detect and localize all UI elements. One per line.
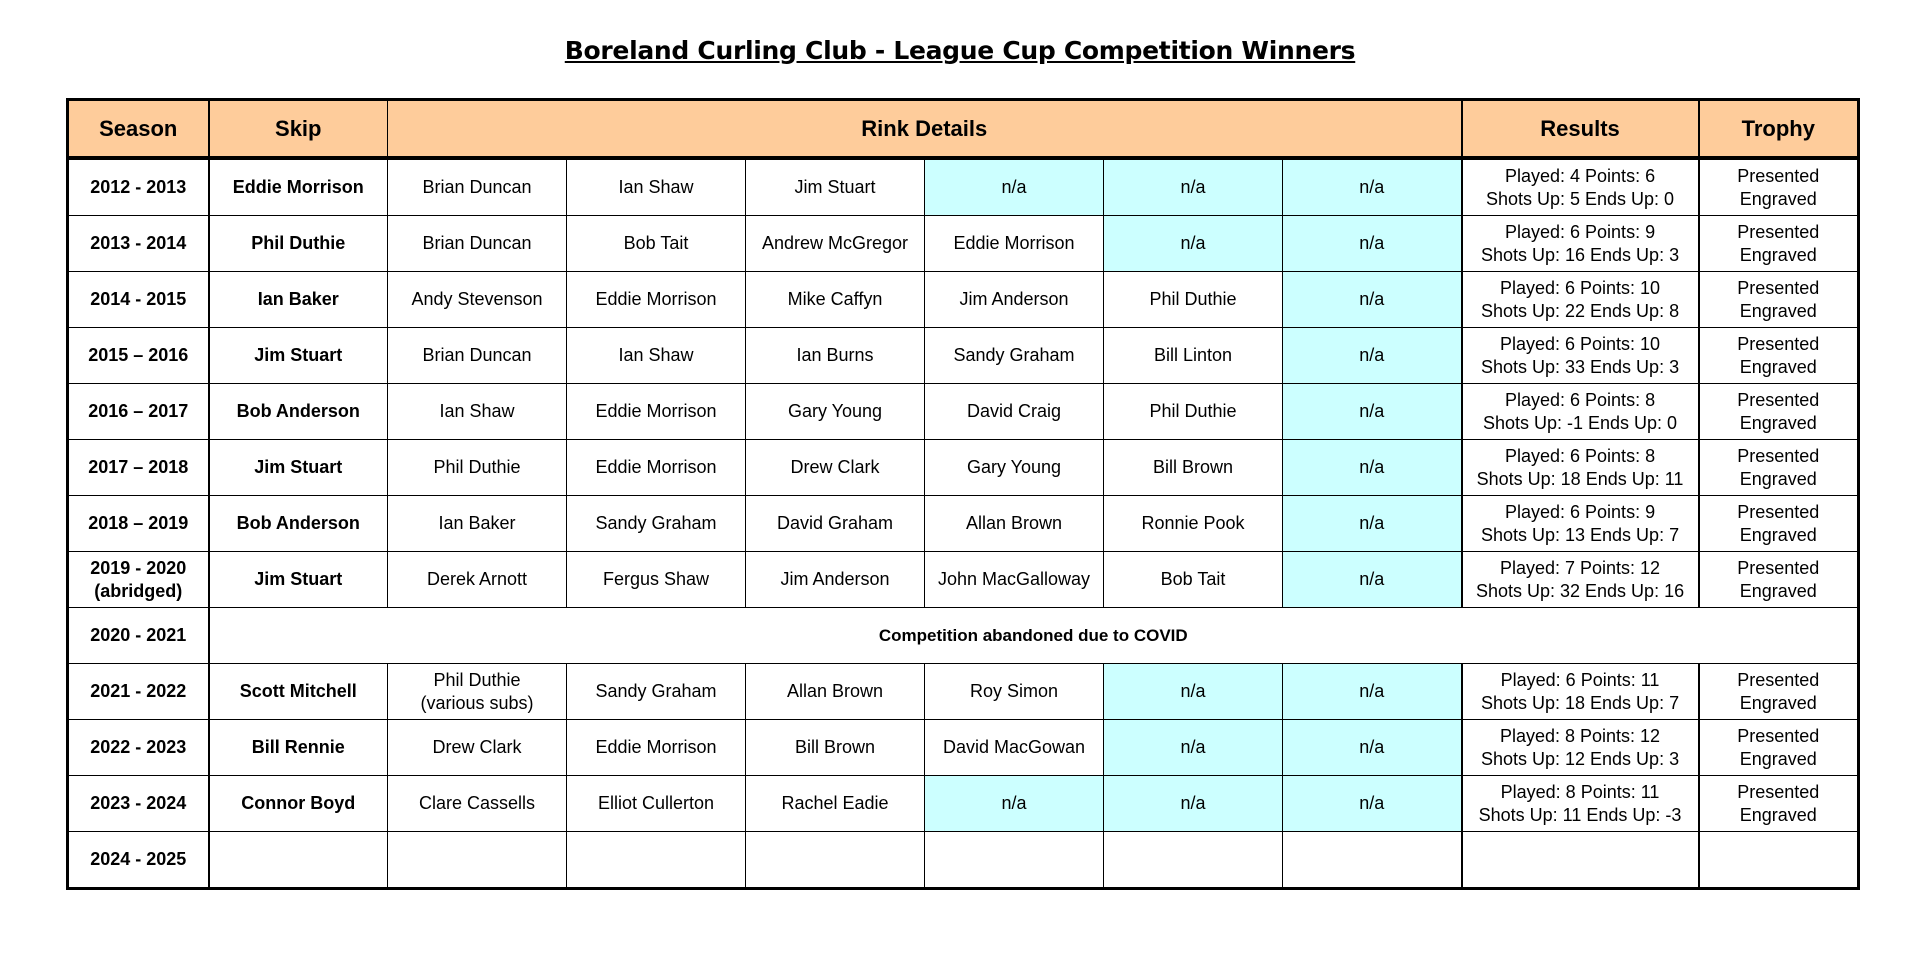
rink-member: Jim Anderson [959,289,1069,309]
skip-cell: Ian Baker [209,272,388,328]
results-played-points: Played: 7 Points: 12 [1499,557,1661,578]
results-shots-ends: Shots Up: 12 Ends Up: 3 [1480,748,1680,769]
season-label: 2022 - 2023 [90,737,187,757]
season-cell [68,328,209,384]
rink-member: Bill Linton [1153,345,1233,365]
rink-member-cell [925,720,1104,776]
rink-member: Clare Cassells [418,793,536,813]
season-cell [68,776,209,832]
rink-member-cell [925,552,1104,608]
rink-member-cell [388,328,567,384]
rink-member: Bob Tait [623,233,689,253]
rink-member-cell [388,440,567,496]
results-shots-ends: Shots Up: 11 Ends Up: -3 [1478,804,1682,825]
rink-member: Brian Duncan [422,177,532,197]
rink-member-cell [746,776,925,832]
season-label: 2024 - 2025 [90,849,187,869]
rink-member-cell [925,776,1104,832]
results-played-points: Played: 6 Points: 9 [1504,501,1656,522]
rink-member-cell [1104,776,1283,832]
rink-member: n/a [1359,569,1385,589]
results-cell [1462,384,1699,440]
results-played-points: Played: 6 Points: 10 [1499,333,1661,354]
season-cell [68,216,209,272]
rink-member-cell [746,384,925,440]
rink-member: Sandy Graham [595,681,717,701]
rink-member-cell [388,158,567,216]
rink-member-cell [1104,384,1283,440]
season-cell [68,272,209,328]
rink-member: Phil Duthie [1149,289,1237,309]
rink-member-cell [1104,720,1283,776]
rink-member-cell [746,158,925,216]
trophy-cell [1699,272,1859,328]
table-row [68,440,1859,496]
winners-table [66,98,1860,890]
season-cell [68,440,209,496]
skip-cell: Scott Mitchell [209,664,388,720]
rink-member: Brian Duncan [422,345,532,365]
season-cell [68,720,209,776]
rink-member-cell [1283,552,1462,608]
rink-member: Roy Simon [969,681,1059,701]
results-cell [1462,216,1699,272]
abandoned-note: Competition abandoned due to COVID [209,608,1859,664]
rink-member: Gary Young [966,457,1062,477]
results-cell [1462,664,1699,720]
rink-member: Ronnie Pook [1141,513,1245,533]
results-cell [1462,552,1699,608]
skip-cell: Jim Stuart [209,440,388,496]
results-played-points: Played: 6 Points: 8 [1504,445,1656,466]
rink-member: John MacGalloway [937,569,1091,589]
season-label: 2017 – 2018 [88,457,189,477]
rink-member: n/a [1180,681,1206,701]
table-row [68,832,1859,889]
rink-member-cell [746,664,925,720]
rink-member-cell [746,496,925,552]
rink-member-cell [388,776,567,832]
trophy-cell [1699,552,1859,608]
rink-member-cell [1283,496,1462,552]
rink-member-cell [567,720,746,776]
rink-member-cell [925,272,1104,328]
rink-member-cell [1283,216,1462,272]
rink-member-cell [1283,832,1462,889]
header-season: Season [68,100,209,159]
rink-member-cell [1104,216,1283,272]
rink-member-cell [925,832,1104,889]
header-results: Results [1462,100,1699,159]
rink-member-cell [567,496,746,552]
rink-member: Allan Brown [786,681,884,701]
rink-member-cell [1283,272,1462,328]
skip-cell: Phil Duthie [209,216,388,272]
rink-member: n/a [1359,737,1385,757]
rink-member-cell [1283,384,1462,440]
rink-member: n/a [1180,737,1206,757]
rink-member-cell [388,552,567,608]
rink-member: Ian Shaw [439,401,515,421]
rink-member: Drew Clark [790,457,880,477]
rink-member: Eddie Morrison [595,737,717,757]
season-label: 2019 - 2020 [90,557,187,578]
results-played-points: Played: 4 Points: 6 [1504,165,1656,186]
rink-member-cell [925,158,1104,216]
rink-member-cell [746,720,925,776]
table-row [68,328,1859,384]
rink-member: n/a [1359,345,1385,365]
table-row [68,776,1859,832]
rink-member: n/a [1359,793,1385,813]
rink-member: Elliot Cullerton [597,793,715,813]
trophy-engraved: Engraved [1739,188,1817,209]
rink-member: Ian Shaw [618,345,694,365]
page-title: Boreland Curling Club - League Cup Competition Winners [564,36,1356,65]
trophy-presented: Presented [1737,277,1820,298]
results-shots-ends: Shots Up: 16 Ends Up: 3 [1480,244,1680,265]
table-row [68,496,1859,552]
header-skip: Skip [209,100,388,159]
trophy-engraved: Engraved [1739,300,1817,321]
season-cell [68,496,209,552]
rink-member: Eddie Morrison [595,401,717,421]
rink-member-cell [388,384,567,440]
rink-member-cell [925,496,1104,552]
rink-member: n/a [1359,457,1385,477]
rink-member-cell [1283,776,1462,832]
rink-member-cell [388,496,567,552]
rink-member-cell [746,552,925,608]
rink-member-cell [1283,328,1462,384]
season-cell [68,664,209,720]
skip-cell: Bob Anderson [209,384,388,440]
skip-cell: Jim Stuart [209,552,388,608]
results-played-points: Played: 8 Points: 12 [1499,725,1661,746]
results-shots-ends: Shots Up: 33 Ends Up: 3 [1480,356,1680,377]
rink-member: Rachel Eadie [781,793,889,813]
rink-member-cell [1283,158,1462,216]
season-label: 2021 - 2022 [90,681,187,701]
rink-member-cell [1104,158,1283,216]
results-cell [1462,158,1699,216]
rink-member: Drew Clark [432,737,522,757]
rink-member-cell [925,216,1104,272]
trophy-presented: Presented [1737,501,1820,522]
results-shots-ends: Shots Up: 5 Ends Up: 0 [1485,188,1675,209]
trophy-cell [1699,664,1859,720]
rink-member: Ian Shaw [618,177,694,197]
trophy-engraved: Engraved [1739,468,1817,489]
rink-member: n/a [1180,177,1206,197]
rink-member: Fergus Shaw [602,569,710,589]
rink-member: n/a [1180,793,1206,813]
results-cell [1462,776,1699,832]
rink-member: Jim Anderson [780,569,890,589]
rink-member-cell [388,664,567,720]
rink-member-cell [1104,496,1283,552]
rink-member-cell [388,216,567,272]
trophy-engraved: Engraved [1739,356,1817,377]
rink-member: Eddie Morrison [595,289,717,309]
rink-member-cell [925,664,1104,720]
rink-member: Jim Stuart [794,177,876,197]
rink-member-cell [746,272,925,328]
season-label: 2013 - 2014 [90,233,187,253]
header-row [68,100,1859,159]
skip-cell: Eddie Morrison [209,158,388,216]
rink-member-cell [567,440,746,496]
trophy-engraved: Engraved [1739,412,1817,433]
rink-member: Gary Young [787,401,883,421]
trophy-engraved: Engraved [1739,244,1817,265]
rink-member: Bob Tait [1160,569,1226,589]
season-cell [68,832,209,889]
header-trophy: Trophy [1699,100,1859,159]
rink-member: Andrew McGregor [761,233,909,253]
season-label: 2023 - 2024 [90,793,187,813]
trophy-engraved: Engraved [1739,692,1817,713]
trophy-cell [1699,216,1859,272]
results-shots-ends: Shots Up: 22 Ends Up: 8 [1480,300,1680,321]
rink-member: Phil Duthie [433,457,521,477]
rink-member-cell [925,328,1104,384]
table-row [68,608,1859,664]
rink-member-cell [388,832,567,889]
season-cell [68,608,209,664]
season-note: (abridged) [94,580,183,601]
rink-member: Sandy Graham [953,345,1075,365]
season-label: 2015 – 2016 [88,345,189,365]
results-cell [1462,440,1699,496]
results-shots-ends: Shots Up: -1 Ends Up: 0 [1482,412,1678,433]
results-shots-ends: Shots Up: 13 Ends Up: 7 [1480,524,1680,545]
rink-member-cell [1283,440,1462,496]
results-played-points: Played: 6 Points: 11 [1500,669,1660,690]
rink-member: n/a [1180,233,1206,253]
trophy-cell [1699,496,1859,552]
season-label: 2018 – 2019 [88,513,189,533]
rink-member: David Graham [776,513,894,533]
rink-member: Andy Stevenson [411,289,543,309]
results-cell [1462,720,1699,776]
results-shots-ends: Shots Up: 18 Ends Up: 11 [1476,468,1684,489]
trophy-cell [1699,328,1859,384]
trophy-presented: Presented [1737,389,1820,410]
trophy-cell [1699,832,1859,889]
rink-member-cell [925,440,1104,496]
table-row [68,664,1859,720]
skip-cell: Bob Anderson [209,496,388,552]
table-row [68,552,1859,608]
trophy-cell [1699,384,1859,440]
trophy-presented: Presented [1737,781,1820,802]
rink-member-cell [567,664,746,720]
rink-member: Brian Duncan [422,233,532,253]
results-played-points: Played: 6 Points: 9 [1504,221,1656,242]
trophy-engraved: Engraved [1739,804,1817,825]
rink-member: Bill Brown [1152,457,1234,477]
rink-member-cell [567,832,746,889]
trophy-engraved: Engraved [1739,748,1817,769]
trophy-presented: Presented [1737,725,1820,746]
table-row [68,720,1859,776]
rink-member-cell [567,328,746,384]
rink-member-cell [1104,440,1283,496]
trophy-presented: Presented [1737,669,1820,690]
rink-member-cell [567,216,746,272]
table-row [68,384,1859,440]
skip-cell: Connor Boyd [209,776,388,832]
rink-member: Phil Duthie [1149,401,1237,421]
rink-member: David MacGowan [942,737,1086,757]
rink-member: Derek Arnott [426,569,528,589]
header-rink-details: Rink Details [388,100,1462,159]
season-cell [68,552,209,608]
rink-member: n/a [1001,177,1027,197]
rink-member: n/a [1359,233,1385,253]
skip-cell [209,832,388,889]
rink-member: n/a [1359,289,1385,309]
rink-member-cell [1104,272,1283,328]
trophy-engraved: Engraved [1739,580,1817,601]
season-label: 2012 - 2013 [90,177,187,197]
season-label: 2014 - 2015 [90,289,187,309]
rink-member-cell [746,216,925,272]
rink-member-cell [567,776,746,832]
table-row [68,272,1859,328]
rink-member: Ian Burns [796,345,874,365]
trophy-presented: Presented [1737,445,1820,466]
rink-member-cell [925,384,1104,440]
rink-member-cell [1104,552,1283,608]
skip-cell: Bill Rennie [209,720,388,776]
season-cell [68,158,209,216]
trophy-cell [1699,720,1859,776]
trophy-cell [1699,776,1859,832]
rink-member-cell [567,272,746,328]
rink-member-cell [746,832,925,889]
results-played-points: Played: 6 Points: 8 [1504,389,1656,410]
results-played-points: Played: 6 Points: 10 [1499,277,1661,298]
trophy-engraved: Engraved [1739,524,1817,545]
rink-member-cell [567,552,746,608]
rink-member: Bill Brown [794,737,876,757]
table-row [68,216,1859,272]
season-label: 2016 – 2017 [88,401,189,421]
results-shots-ends: Shots Up: 18 Ends Up: 7 [1480,692,1680,713]
results-shots-ends: Shots Up: 32 Ends Up: 16 [1475,580,1685,601]
trophy-presented: Presented [1737,221,1820,242]
rink-member: Ian Baker [438,513,516,533]
rink-member: n/a [1359,401,1385,421]
rink-member: Sandy Graham [595,513,717,533]
rink-member-cell [1283,664,1462,720]
season-label: 2020 - 2021 [90,625,187,645]
rink-member: n/a [1359,513,1385,533]
rink-member-cell [746,328,925,384]
results-cell [1462,832,1699,889]
rink-member: Phil Duthie [433,669,521,690]
rink-member: David Craig [966,401,1062,421]
results-cell [1462,328,1699,384]
rink-member: n/a [1001,793,1027,813]
rink-member-cell [1104,664,1283,720]
rink-member: Allan Brown [965,513,1063,533]
trophy-presented: Presented [1737,165,1820,186]
skip-cell: Jim Stuart [209,328,388,384]
rink-member: n/a [1359,681,1385,701]
results-cell [1462,496,1699,552]
rink-member: Mike Caffyn [787,289,883,309]
rink-member: n/a [1359,177,1385,197]
results-cell [1462,272,1699,328]
rink-sub-note: (various subs) [420,692,534,713]
rink-member: Eddie Morrison [595,457,717,477]
rink-member-cell [388,272,567,328]
trophy-presented: Presented [1737,557,1820,578]
results-played-points: Played: 8 Points: 11 [1500,781,1660,802]
season-cell [68,384,209,440]
table-row [68,158,1859,216]
rink-member-cell [388,720,567,776]
trophy-cell [1699,158,1859,216]
rink-member-cell [1104,328,1283,384]
rink-member-cell [1104,832,1283,889]
rink-member-cell [567,158,746,216]
trophy-presented: Presented [1737,333,1820,354]
rink-member-cell [1283,720,1462,776]
trophy-cell [1699,440,1859,496]
rink-member-cell [567,384,746,440]
rink-member: Eddie Morrison [953,233,1075,253]
rink-member-cell [746,440,925,496]
